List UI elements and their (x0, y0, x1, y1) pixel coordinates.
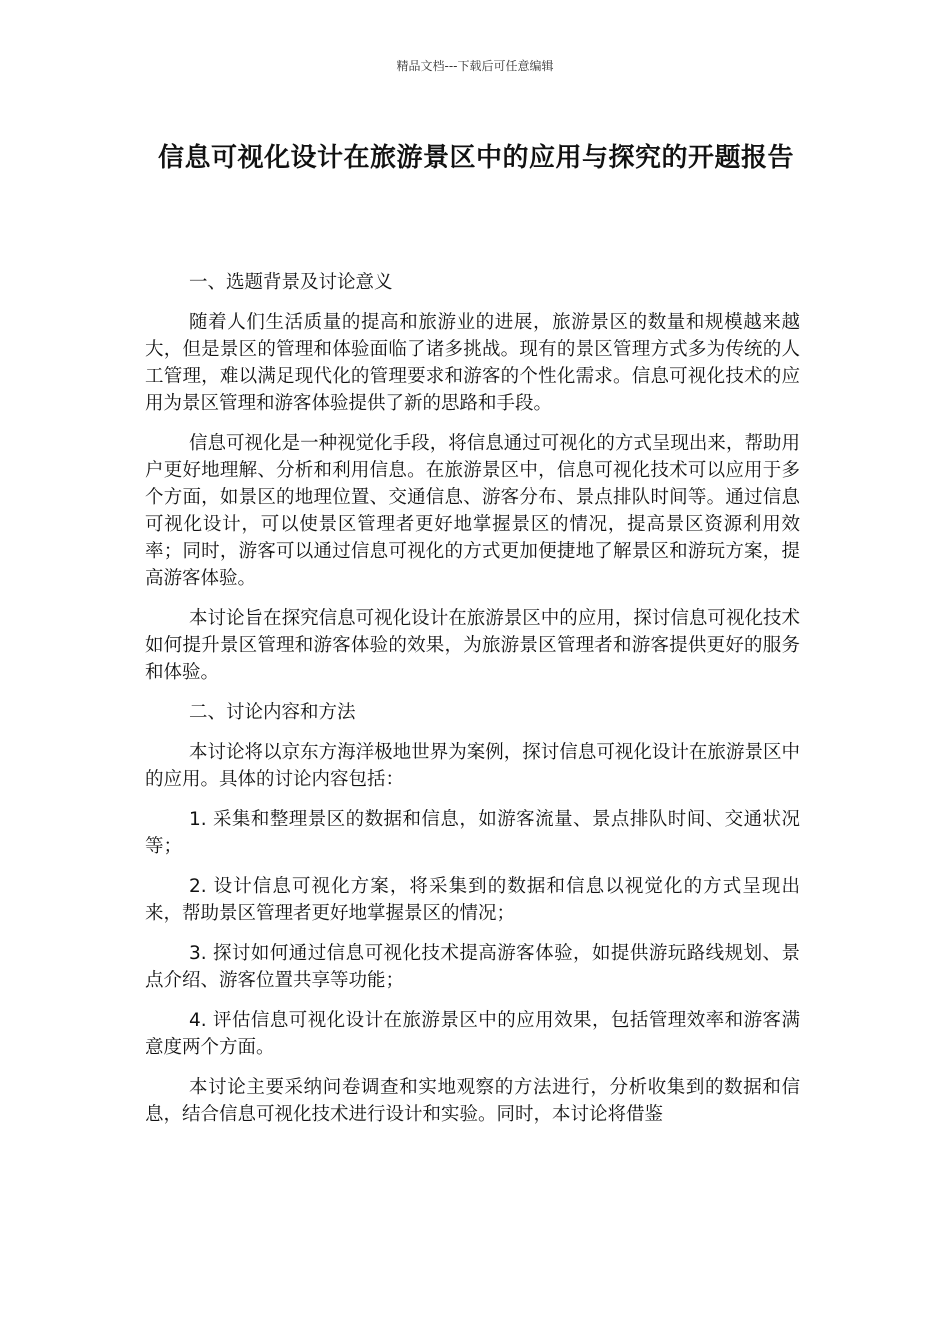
paragraph: 信息可视化是一种视觉化手段，将信息通过可视化的方式呈现出来，帮助用户更好地理解、分析和利用信息。在旅游景区中，信息可视化技术可以应用于多个方面，如景区的地理位置、交通信息、游客分布、景点排队时间等。通过信息可视化设计，可以使景区管理者更好地掌握景区的情况，提高景区资源利用效率；同时，游客可以通过信息可视化的方式更加便捷地了解景区和游玩方案，提高游客体验。 (145, 433, 800, 589)
paragraph: 本讨论主要采纳问卷调查和实地观察的方法进行，分析收集到的数据和信息，结合信息可视化技术进行设计和实验。同时，本讨论将借鉴 (145, 1077, 800, 1125)
list-item: 3. 探讨如何通过信息可视化技术提高游客体验，如提供游玩路线规划、景点介绍、游客位置共享等功能； (145, 943, 800, 991)
document-title: 信息可视化设计在旅游景区中的应用与探究的开题报告 (157, 143, 794, 173)
section-heading-background: 一、选题背景及讨论意义 (189, 272, 393, 293)
document-body (145, 269, 800, 1141)
list-item: 4. 评估信息可视化设计在旅游景区中的应用效果，包括管理效率和游客满意度两个方面。 (145, 1010, 800, 1058)
paragraph: 随着人们生活质量的提高和旅游业的进展，旅游景区的数量和规模越来越大，但是景区的管理和体验面临了诸多挑战。现有的景区管理方式多为传统的人工管理，难以满足现代化的管理要求和游客的个性化需求。信息可视化技术的应用为景区管理和游客体验提供了新的思路和手段。 (145, 312, 800, 414)
list-item: 1. 采集和整理景区的数据和信息，如游客流量、景点排队时间、交通状况等； (145, 809, 800, 857)
list-item: 2. 设计信息可视化方案，将采集到的数据和信息以视觉化的方式呈现出来，帮助景区管理者更好地掌握景区的情况； (145, 876, 800, 924)
paragraph: 本讨论旨在探究信息可视化设计在旅游景区中的应用，探讨信息可视化技术如何提升景区管理和游客体验的效果，为旅游景区管理者和游客提供更好的服务和体验。 (145, 608, 800, 683)
paragraph: 本讨论将以京东方海洋极地世界为案例，探讨信息可视化设计在旅游景区中的应用。具体的讨论内容包括： (145, 742, 800, 790)
page-header: 精品文档---下载后可任意编辑 (396, 59, 554, 73)
section-heading-methods: 二、讨论内容和方法 (189, 702, 356, 723)
